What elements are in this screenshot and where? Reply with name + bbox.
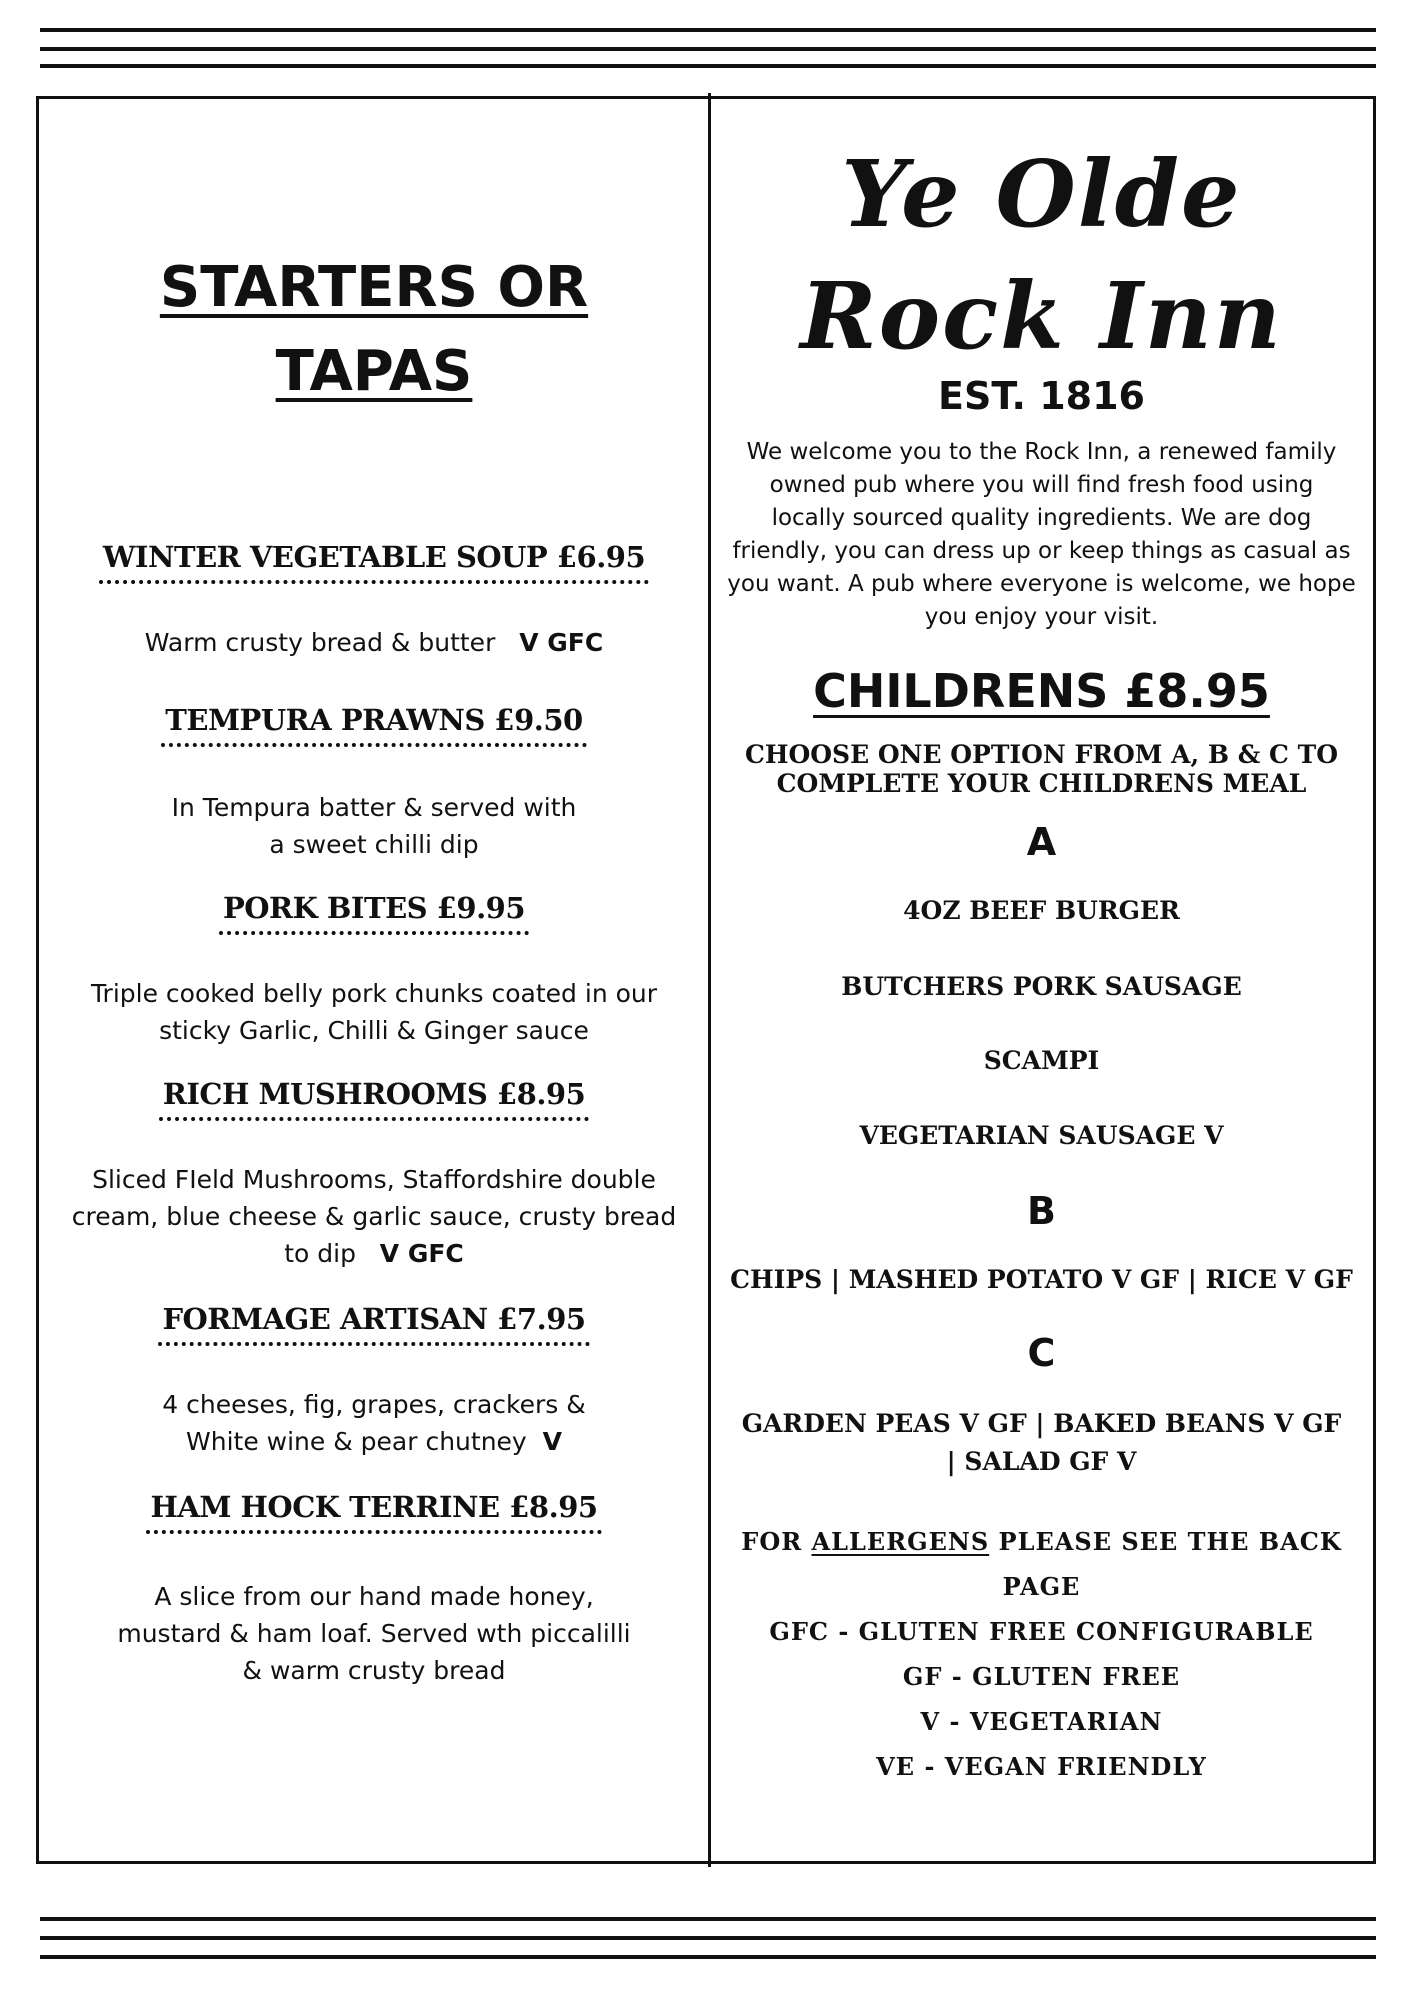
childrens-title: CHILDRENS £8.95 bbox=[813, 664, 1270, 718]
dietary-tags: V GFC bbox=[379, 1239, 464, 1268]
dish-formage-artisan bbox=[40, 1302, 708, 1460]
option-beef-burger: 4OZ BEEF BURGER bbox=[903, 896, 1180, 925]
welcome-text: We welcome you to the Rock Inn, a renewed family owned pub where you will find fresh food using locally sourced quality ingredients. We are dog friendly, you can dress up or keep things as casual as you want. A pub where everyone is welcome, we hope you enjoy your visit. bbox=[727, 439, 1356, 630]
dish-description: In Tempura batter & served with a sweet chilli dip bbox=[171, 793, 577, 859]
dish-pork-bites bbox=[40, 891, 708, 1049]
dish-tempura-prawns bbox=[40, 703, 708, 863]
dietary-tags: V GFC bbox=[519, 628, 604, 657]
group-b-letter: B bbox=[1027, 1189, 1056, 1233]
dish-winter-vegetable-soup bbox=[40, 540, 708, 661]
childrens-instructions: CHOOSE ONE OPTION FROM A, B & C TO COMPLETE YOUR CHILDRENS MEAL bbox=[744, 740, 1339, 798]
allergens-link: ALLERGENS bbox=[811, 1527, 990, 1556]
top-rule-3 bbox=[40, 64, 1376, 68]
option-scampi: SCAMPI bbox=[983, 1046, 1100, 1075]
dish-rich-mushrooms bbox=[40, 1077, 708, 1272]
pub-logo-line2: Rock Inn bbox=[800, 262, 1283, 370]
legend-v: V - VEGETARIAN bbox=[920, 1707, 1163, 1736]
starters-column bbox=[40, 96, 708, 1689]
dish-title: TEMPURA PRAWNS £9.50 bbox=[161, 703, 586, 747]
dish-description: Warm crusty bread & butter V GFC bbox=[144, 628, 604, 657]
dish-ham-hock-terrine bbox=[40, 1490, 708, 1689]
starters-title: STARTERS OR TAPAS bbox=[159, 255, 589, 404]
group-c-letter: C bbox=[1027, 1331, 1056, 1375]
legend-gfc: GFC - GLUTEN FREE CONFIGURABLE bbox=[769, 1617, 1314, 1646]
top-rule-2 bbox=[40, 47, 1376, 51]
option-vegetarian-sausage: VEGETARIAN SAUSAGE V bbox=[859, 1121, 1224, 1150]
bottom-rule-3 bbox=[40, 1955, 1376, 1959]
dish-description: Triple cooked belly pork chunks coated in our sticky Garlic, Chilli & Ginger sauce bbox=[90, 979, 658, 1045]
option-sides-b: CHIPS | MASHED POTATO V GF | RICE V GF bbox=[730, 1265, 1353, 1294]
dish-title: PORK BITES £9.95 bbox=[219, 891, 529, 935]
childrens-column bbox=[711, 96, 1372, 1789]
group-a-letter: A bbox=[1026, 820, 1057, 864]
bottom-rule-2 bbox=[40, 1936, 1376, 1940]
bottom-rule-1 bbox=[40, 1917, 1376, 1921]
legend-gf: GF - GLUTEN FREE bbox=[902, 1662, 1181, 1691]
option-sides-c: GARDEN PEAS V GF | BAKED BEANS V GF | SALAD GF V bbox=[741, 1409, 1342, 1476]
dish-title: RICH MUSHROOMS £8.95 bbox=[159, 1077, 590, 1121]
option-pork-sausage: BUTCHERS PORK SAUSAGE bbox=[841, 972, 1242, 1001]
top-rule-1 bbox=[40, 28, 1376, 32]
allergen-legend bbox=[711, 1519, 1372, 1789]
dish-description: Sliced FIeld Mushrooms, Staffordshire double cream, blue cheese & garlic sauce, crusty bread to dip V GFC bbox=[71, 1165, 677, 1268]
legend-ve: VE - VEGAN FRIENDLY bbox=[876, 1752, 1207, 1781]
dish-title: HAM HOCK TERRINE £8.95 bbox=[146, 1490, 601, 1534]
dish-description: 4 cheeses, fig, grapes, crackers & White wine & pear chutney V bbox=[162, 1390, 586, 1456]
dietary-tags: V bbox=[542, 1427, 562, 1456]
pub-logo-line1: Ye Olde bbox=[841, 140, 1242, 248]
dish-title: FORMAGE ARTISAN £7.95 bbox=[158, 1302, 589, 1346]
allergen-note: FOR ALLERGENS PLEASE SEE THE BACK PAGE bbox=[741, 1527, 1342, 1601]
dish-description: A slice from our hand made honey, mustard & ham loaf. Served wth piccalilli & warm crusty bread bbox=[117, 1582, 631, 1685]
dish-title: WINTER VEGETABLE SOUP £6.95 bbox=[99, 540, 649, 584]
established-year: EST. 1816 bbox=[938, 374, 1145, 418]
